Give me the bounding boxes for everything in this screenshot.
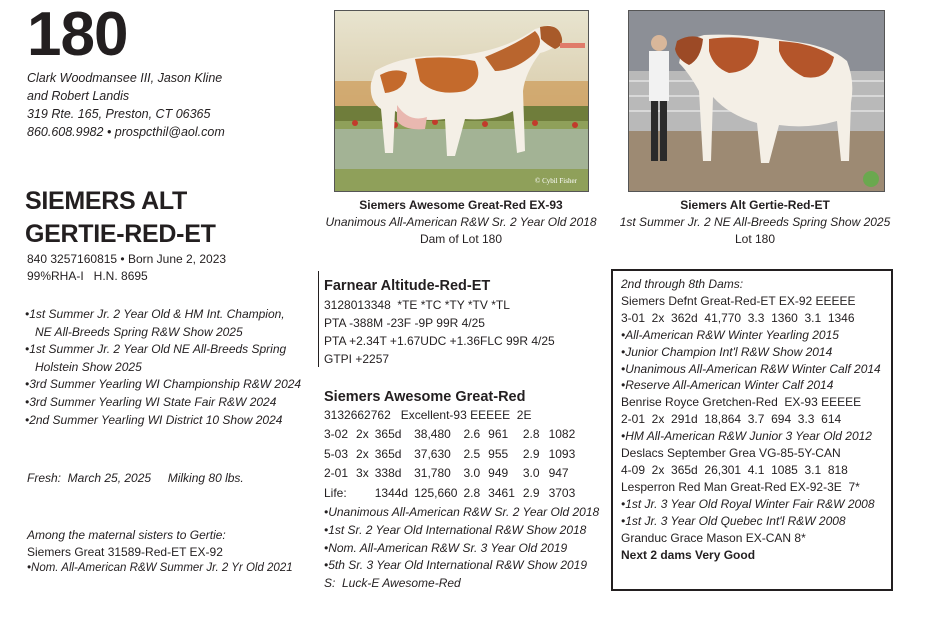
animal-rha-line: 99%RHA-I H.N. 8695 — [27, 269, 148, 283]
record-cell: 955 — [488, 446, 509, 461]
record-cell: 2.8 — [522, 426, 540, 441]
dam-award: •Unanimous All-American R&W Sr. 2 Year Old 2018 — [324, 504, 600, 519]
achievement-item: •1st Summer Jr. 2 Year Old NE All-Breeds Spring — [25, 342, 287, 357]
sire-line: PTA -388M -23F -9P 99R 4/25 — [324, 316, 485, 330]
lot-photo-caption — [610, 197, 900, 248]
dams-line: Next 2 dams Very Good — [621, 547, 756, 562]
owner-block — [27, 69, 225, 141]
sister-award: •Nom. All-American R&W Summer Jr. 2 Yr Old 2021 — [27, 562, 293, 574]
cow-photo-lot-icon — [629, 11, 884, 191]
record-cell: 947 — [548, 466, 569, 481]
owner-names-1: Clark Woodmansee III, Jason Kline — [27, 71, 223, 85]
achievement-item: •1st Summer Jr. 2 Year Old & HM Int. Champion, — [25, 307, 285, 321]
sire-block — [324, 276, 555, 368]
record-cell: 2-01 — [324, 466, 349, 481]
lot-caption-lot: Lot 180 — [734, 232, 776, 246]
record-cell: 2.8 — [463, 486, 481, 501]
lot-number: 180 — [27, 0, 128, 69]
record-cell: 38,480 — [414, 426, 451, 441]
record-cell: 125,660 — [414, 486, 458, 501]
dam-photo — [334, 10, 589, 192]
dam-photo-caption — [316, 197, 606, 248]
lot-caption-title: Siemers Alt Gertie-Red-ET — [680, 198, 830, 212]
record-cell — [356, 484, 375, 504]
record-cell: 5-03 — [324, 446, 349, 461]
table-row — [322, 445, 576, 465]
dam-block — [324, 387, 599, 593]
owner-address: 319 Rte. 165, Preston, CT 06365 — [27, 107, 211, 121]
dam-id-line: 3132662762 Excellent-93 EEEEE 2E — [324, 408, 532, 422]
dams-line: •All-American R&W Winter Yearling 2015 — [621, 327, 839, 342]
maternal-sisters — [27, 527, 293, 577]
dams-line: Granduc Grace Mason EX-CAN 8* — [621, 530, 806, 545]
record-cell: 1344d — [374, 486, 409, 501]
dams-line: Siemers Defnt Great-Red-ET EX-92 EEEEE — [621, 293, 856, 308]
achievement-item: •2nd Summer Yearling WI District 10 Show 2024 — [25, 412, 283, 427]
record-cell: 3461 — [488, 486, 515, 501]
dams-line: 2-01 2x 291d 18,864 3.7 694 3.3 614 — [621, 412, 842, 427]
animal-id-line: 840 3257160815 • Born June 2, 2023 — [27, 252, 227, 266]
dam-sire: S: Luck-E Awesome-Red — [324, 576, 461, 591]
record-cell: 3.0 — [522, 466, 540, 481]
record-cell: 2.5 — [463, 446, 481, 461]
record-cell: 338d — [374, 466, 402, 481]
table-row — [322, 464, 576, 484]
animal-name-line1: SIEMERS ALT — [25, 187, 187, 215]
record-cell: 1082 — [548, 426, 576, 441]
record-cell: 3x — [356, 466, 369, 481]
record-cell: 2.9 — [522, 446, 540, 461]
fresh-line: Fresh: March 25, 2025 Milking 80 lbs. — [27, 471, 244, 485]
record-cell: 2.9 — [522, 486, 540, 501]
dams-line: •Junior Champion Int'l R&W Show 2014 — [621, 344, 833, 359]
record-cell: 2x — [356, 426, 369, 441]
sire-name: Farnear Altitude-Red-ET — [324, 278, 491, 294]
record-cell: 365d — [374, 426, 402, 441]
lot-caption-award: 1st Summer Jr. 2 NE All-Breeds Spring Show 2025 — [619, 215, 891, 229]
dam-award: •1st Sr. 2 Year Old International R&W Show 2018 — [324, 522, 587, 537]
animal-name-line2: GERTIE-RED-ET — [25, 220, 216, 248]
achievement-item: •3rd Summer Yearling WI Championship R&W 2024 — [25, 377, 302, 392]
achievement-list — [25, 306, 301, 429]
sister-name: Siemers Great 31589-Red-ET EX-92 — [27, 544, 223, 559]
cow-photo-dam-icon — [335, 11, 588, 191]
owner-contact: 860.608.9982 • prospcthil@aol.com — [27, 125, 225, 139]
achievement-item: •3rd Summer Yearling WI State Fair R&W 2024 — [25, 394, 277, 409]
dam-award: •Nom. All-American R&W Sr. 3 Year Old 2019 — [324, 540, 568, 555]
dams-line: •1st Jr. 3 Year Old Royal Winter Fair R&W 2008 — [621, 496, 875, 511]
lot-photo — [628, 10, 885, 192]
record-cell: 31,780 — [414, 466, 451, 481]
dam-caption-lot: Dam of Lot 180 — [419, 232, 503, 246]
achievement-item: Holstein Show 2025 — [25, 359, 142, 374]
record-cell: 2x — [356, 446, 369, 461]
animal-name — [25, 185, 216, 251]
sire-divider — [318, 271, 319, 367]
dams-list — [621, 276, 881, 563]
dams-line: •HM All-American R&W Junior 3 Year Old 2012 — [621, 429, 872, 444]
dams-line: 3-01 2x 362d 41,770 3.3 1360 3.1 1346 — [621, 310, 855, 325]
record-cell: 365d — [374, 446, 402, 461]
dam-records-table — [322, 425, 576, 504]
table-row — [322, 425, 576, 445]
sire-line: GTPI +2257 — [324, 352, 390, 366]
dams-line: Deslacs September Grea VG-85-5Y-CAN — [621, 446, 841, 461]
dams-heading: 2nd through 8th Dams: — [621, 277, 744, 291]
dam-caption-title: Siemers Awesome Great-Red EX-93 — [359, 198, 563, 212]
dams-line: Lesperron Red Man Great-Red EX-92-3E 7* — [621, 479, 860, 494]
dam-caption-award: Unanimous All-American R&W Sr. 2 Year Old 2018 — [325, 215, 597, 229]
sisters-intro: Among the maternal sisters to Gertie: — [27, 528, 226, 542]
record-cell: Life: — [324, 486, 347, 501]
photo-watermark: © Cybil Fisher — [535, 177, 577, 185]
record-cell: 949 — [488, 466, 509, 481]
table-row — [322, 484, 576, 504]
sire-line: 3128013348 *TE *TC *TY *TV *TL — [324, 298, 510, 312]
record-cell: 1093 — [548, 446, 576, 461]
record-cell: 961 — [488, 426, 509, 441]
animal-ident — [27, 251, 226, 285]
achievement-item: NE All-Breeds Spring R&W Show 2025 — [25, 324, 243, 339]
record-cell: 3703 — [548, 486, 576, 501]
owner-names-2: and Robert Landis — [27, 89, 130, 103]
dams-line: 4-09 2x 365d 26,301 4.1 1085 3.1 818 — [621, 462, 848, 477]
dams-line: •Reserve All-American Winter Calf 2014 — [621, 378, 834, 393]
dam-award: •5th Sr. 3 Year Old International R&W Show 2019 — [324, 558, 588, 573]
dams-line: •1st Jr. 3 Year Old Quebec Int'l R&W 2008 — [621, 513, 846, 528]
record-cell: 3.0 — [463, 466, 481, 481]
record-cell: 37,630 — [414, 446, 451, 461]
record-cell: 3-02 — [324, 426, 349, 441]
dam-name: Siemers Awesome Great-Red — [324, 389, 526, 405]
dams-line: Benrise Royce Gretchen-Red EX-93 EEEEE — [621, 395, 862, 410]
dams-line: •Unanimous All-American R&W Winter Calf 2014 — [621, 361, 881, 376]
record-cell: 2.6 — [463, 426, 481, 441]
sire-line: PTA +2.34T +1.67UDC +1.36FLC 99R 4/25 — [324, 334, 555, 348]
